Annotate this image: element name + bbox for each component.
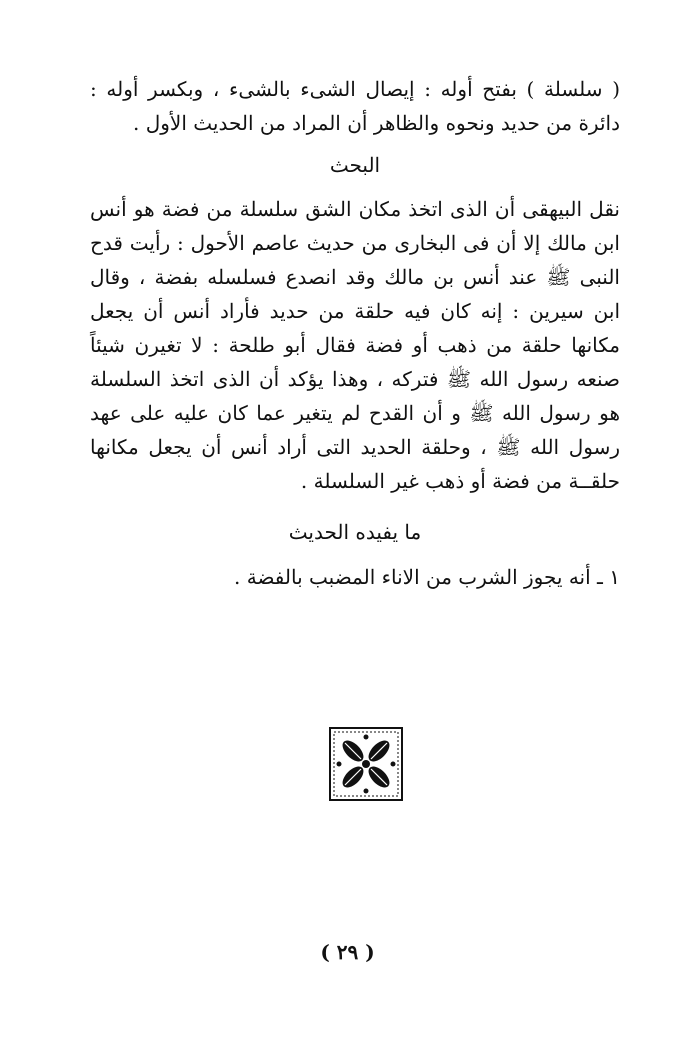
page-number: ( ٢٩ ): [320, 940, 375, 964]
definition-paragraph: ( سلسلة ) بفتح أوله : إيصال الشىء بالشىء ، وبكسر أوله : دائرة من حديد ونحوه والظاهر أن المراد من الحديث الأول .: [90, 77, 620, 135]
floral-ornament-icon: [329, 727, 403, 801]
research-paragraph: نقل البيهقى أن الذى اتخذ مكان الشق سلسلة من فضة هو أنس ابن مالك إلا أن فى البخارى من حديث عاصم الأحول : رأيت قدح النبى ﷺ عند أنس بن مالك وقد انصدع فسلسله بفضة ، وقال ابن سيرين : إنه كان فيه حلقة من حديد فأراد أنس أن يجعل مكانها حلقة من ذهب أو فضة فقال أبو طلحة : لا تغيرن شيئاً صنعه رسول الله ﷺ فتركه ، وهذا يؤكد أن الذى اتخذ السلسلة هو رسول الله ﷺ و أن القدح لم يتغير عما كان عليه على عهد رسول الله ﷺ ، وحلقة الحديد التى أراد أنس أن يجعل مكانها حلقــة من فضة أو ذهب غير السلسلة .: [90, 197, 620, 493]
research-heading: البحث: [329, 153, 381, 177]
benefit-item-1: ١ ـ أنه يجوز الشرب من الاناء المضبب بالفضة .: [234, 565, 620, 589]
benefits-heading: ما يفيده الحديث: [288, 520, 422, 544]
